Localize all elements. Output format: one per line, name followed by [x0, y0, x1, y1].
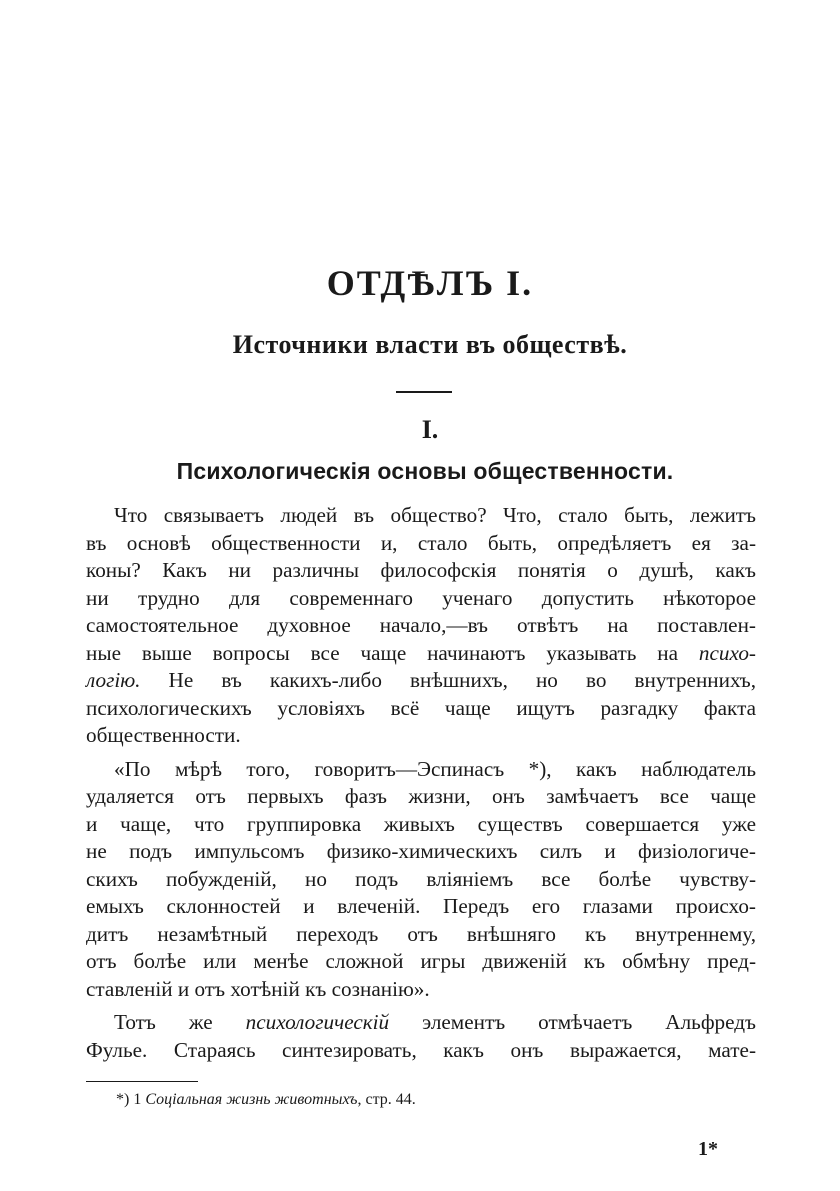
- line-text: Фулье. Стараясь синтезировать, какъ онъ выражается, мате-: [86, 1037, 756, 1062]
- text-line: [86, 585, 756, 613]
- text-line: [86, 1009, 756, 1037]
- emphasis-text: логію.: [86, 668, 141, 692]
- footnote-title: Соціальная жизнь животныхъ: [145, 1091, 358, 1108]
- line-text: Что связываетъ людей въ общество? Что, стало быть, лежитъ: [114, 503, 756, 527]
- section-subtitle: Источники власти въ обществѣ.: [232, 330, 628, 359]
- line-text: удаляется отъ первыхъ фазъ жизни, онъ замѣчаетъ все чаще: [86, 784, 756, 808]
- paragraph: [86, 756, 756, 1004]
- text-line: [86, 722, 756, 750]
- chapter-title: Психологическія основы общественности.: [176, 458, 674, 484]
- text-line: [86, 948, 756, 976]
- paragraph: [86, 1009, 756, 1064]
- page-number: 1*: [698, 1138, 718, 1160]
- line-text: Тотъ же: [114, 1010, 246, 1034]
- text-line: [86, 893, 756, 921]
- line-text: дитъ незамѣтный переходъ отъ внѣшняго къ внутреннему,: [86, 921, 756, 946]
- line-text: элементъ отмѣчаетъ Альфредъ: [389, 1010, 756, 1034]
- text-line: [86, 695, 756, 723]
- line-text: общественности.: [86, 723, 241, 747]
- text-line: [86, 783, 756, 811]
- text-line: [86, 1037, 756, 1065]
- text-line: [86, 811, 756, 839]
- footnote-marker: *) 1: [116, 1091, 142, 1108]
- line-text: емыхъ склонностей и влеченій. Передъ его глазами происхо-: [86, 894, 756, 918]
- title-divider: [396, 391, 452, 393]
- text-line: [86, 612, 756, 640]
- line-text: коны? Какъ ни различны философскія понятія о душѣ, какъ: [86, 558, 756, 582]
- footnote: [116, 1091, 416, 1109]
- footnote-page: , стр. 44.: [357, 1091, 416, 1108]
- line-text: «По мѣрѣ того, говоритъ—Эспинасъ *), какъ наблюдатель: [114, 756, 756, 781]
- chapter-number: I.: [421, 415, 439, 444]
- line-text: и чаще, что группировка живыхъ существъ совершается уже: [86, 811, 756, 836]
- line-text: въ основѣ общественности и, стало быть, опредѣляетъ ея за-: [86, 530, 756, 555]
- text-line: [86, 667, 756, 695]
- text-line: [86, 640, 756, 668]
- text-line: [86, 756, 756, 784]
- text-line: [86, 976, 756, 1004]
- text-line: [86, 838, 756, 866]
- line-text: не подъ импульсомъ физико-химическихъ силъ и физіологиче-: [86, 839, 756, 863]
- body-text: [86, 502, 756, 1064]
- emphasis-text: психо-: [698, 640, 756, 665]
- text-line: [86, 530, 756, 558]
- text-line: [86, 921, 756, 949]
- emphasis-text: психологическій: [245, 1010, 390, 1034]
- text-line: [86, 557, 756, 585]
- line-text: психологическихъ условіяхъ всё чаще ищутъ разгадку факта: [86, 695, 756, 720]
- line-text: Не въ какихъ-либо внѣшнихъ, но во внутреннихъ,: [140, 668, 756, 692]
- line-text: ные выше вопросы все чаще начинаютъ указывать на: [86, 640, 699, 665]
- line-text: отъ болѣе или менѣе сложной игры движеній къ обмѣну пред-: [86, 949, 756, 973]
- line-text: ни трудно для современнаго ученаго допустить нѣкоторое: [86, 585, 756, 610]
- line-text: самостоятельное духовное начало,—въ отвѣтъ на поставлен-: [86, 613, 756, 637]
- text-line: [86, 866, 756, 894]
- section-title: ОТДѢЛЪ I.: [326, 263, 534, 303]
- line-text: скихъ побужденій, но подъ вліяніемъ все болѣе чувству-: [86, 866, 756, 891]
- line-text: ставленій и отъ хотѣній къ сознанію».: [86, 976, 430, 1001]
- paragraph: [86, 502, 756, 750]
- text-line: [86, 502, 756, 530]
- footnote-divider: [86, 1081, 198, 1082]
